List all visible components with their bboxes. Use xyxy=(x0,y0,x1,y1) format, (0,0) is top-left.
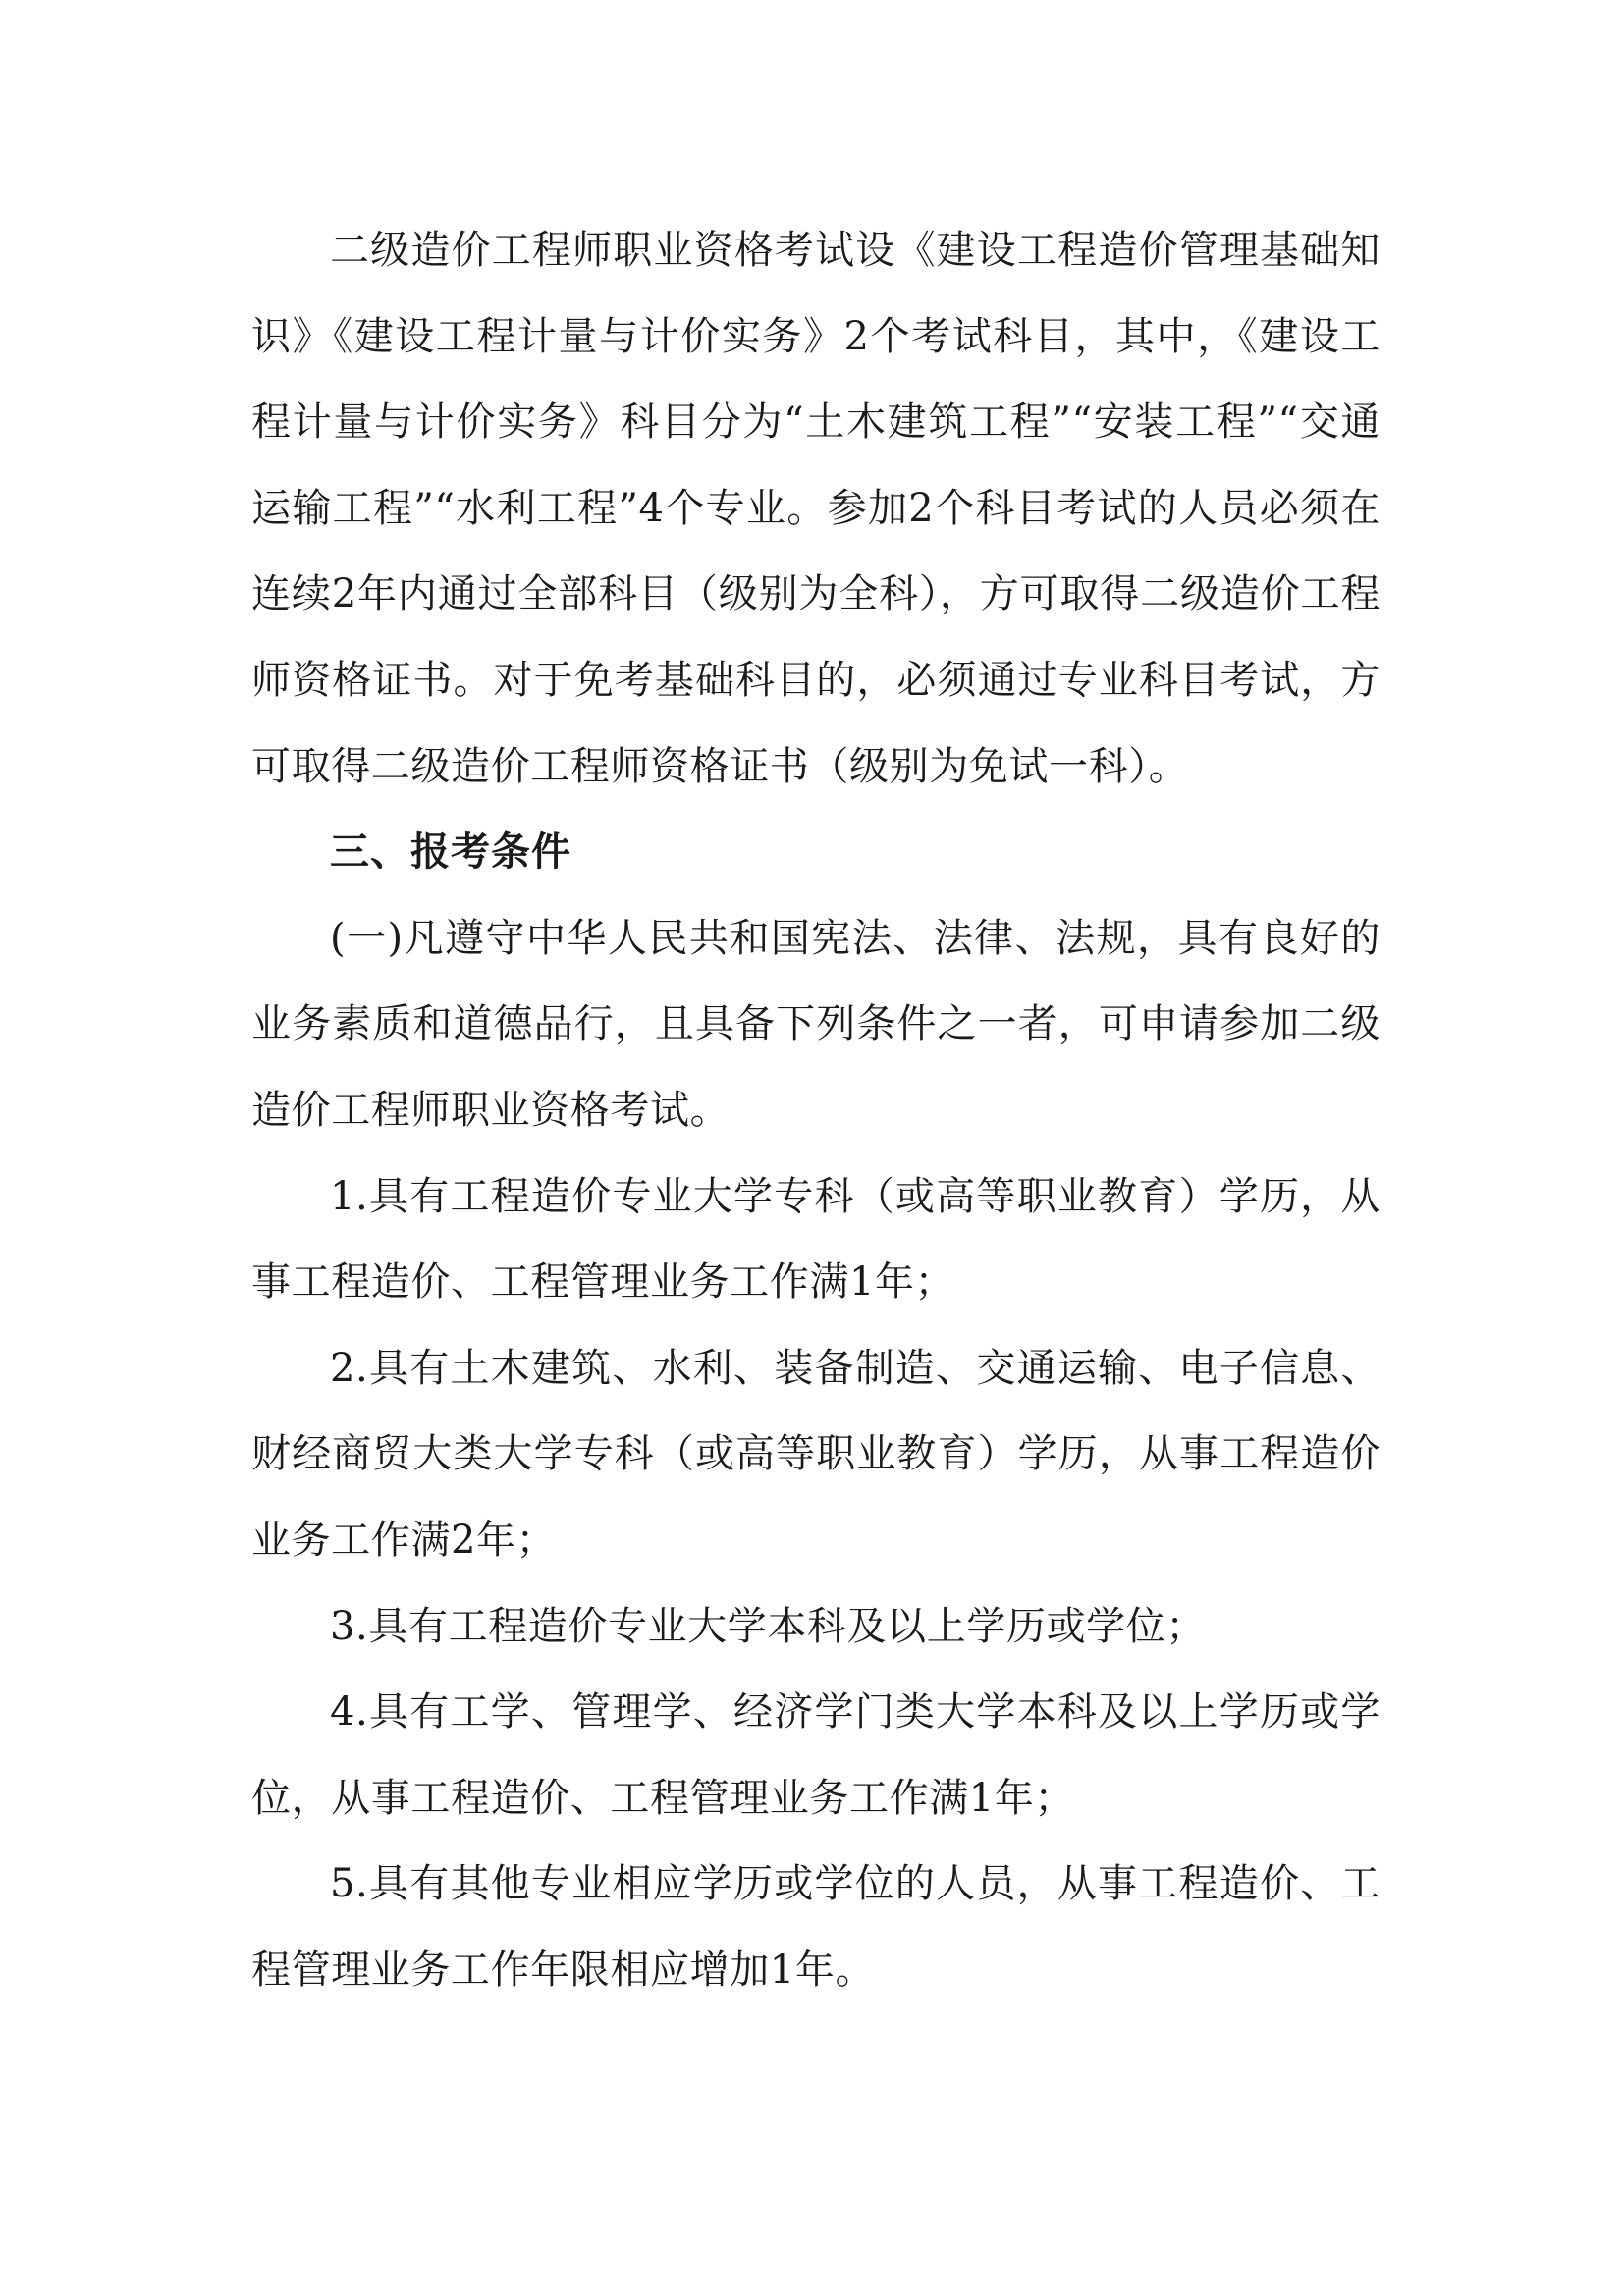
condition-item-4: 4.具有工学、管理学、经济学门类大学本科及以上学历或学位，从事工程造价、工程管理业务工作满1年； xyxy=(251,1689,1380,1821)
condition-item-5: 5.具有其他专业相应学历或学位的人员，从事工程造价、工程管理业务工作年限相应增加1年。 xyxy=(251,1861,1380,1993)
condition-item-1: 1.具有工程造价专业大学专科（或高等职业教育）学历，从事工程造价、工程管理业务工作满1年； xyxy=(251,1173,1380,1306)
paragraph-exam-subjects: 二级造价工程师职业资格考试设《建设工程造价管理基础知识》《建设工程计量与计价实务》2个考试科目，其中，《建设工程计量与计价实务》科目分为“土木建筑工程”“安装工程”“交通运输工程”“水利工程”4个专业。参加2个科目考试的人员必须在连续2年内通过全部科目（级别为全科），方可取得二级造价工程师资格证书。对于免考基础科目的，必须通过专业科目考试，方可取得二级造价工程师资格证书（级别为免试一科）。 xyxy=(251,228,1380,789)
condition-item-3: 3.具有工程造价专业大学本科及以上学历或学位； xyxy=(330,1603,1206,1649)
document-body xyxy=(251,208,1380,2013)
condition-item-2: 2.具有土木建筑、水利、装备制造、交通运输、电子信息、财经商贸大类大学专科（或高等职业教育）学历，从事工程造价业务工作满2年； xyxy=(251,1345,1380,1563)
paragraph-general-condition: (一)凡遵守中华人民共和国宪法、法律、法规，具有良好的业务素质和道德品行，且具备下列条件之一者，可申请参加二级造价工程师职业资格考试。 xyxy=(251,915,1380,1133)
section-heading-requirements: 三、报考条件 xyxy=(330,829,571,876)
